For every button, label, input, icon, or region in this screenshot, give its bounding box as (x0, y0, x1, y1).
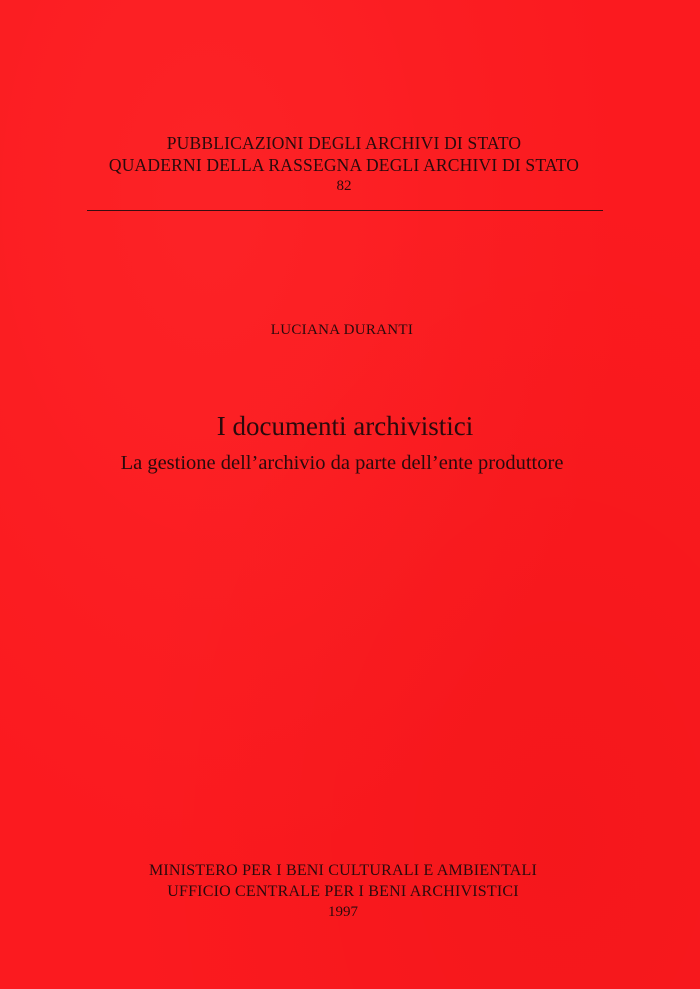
author-name: LUCIANA DURANTI (270, 322, 414, 338)
publication-year: 1997 (328, 904, 358, 920)
publisher-block (0, 860, 686, 922)
series-subtitle: QUADERNI DELLA RASSEGNA DEGLI ARCHIVI DI STATO (108, 155, 580, 175)
publisher-office: UFFICIO CENTRALE PER I BENI ARCHIVISTICI (167, 883, 519, 900)
series-number: 82 (336, 178, 352, 194)
series-title: PUBBLICAZIONI DEGLI ARCHIVI DI STATO (166, 133, 522, 153)
book-subtitle: La gestione dell’archivio da parte dell’ente produttore (120, 452, 564, 474)
publisher-ministry: MINISTERO PER I BENI CULTURALI E AMBIENTALI (148, 862, 538, 879)
book-title: I documenti archivistici (216, 411, 474, 441)
series-header (0, 132, 688, 196)
divider-rule (87, 210, 603, 211)
